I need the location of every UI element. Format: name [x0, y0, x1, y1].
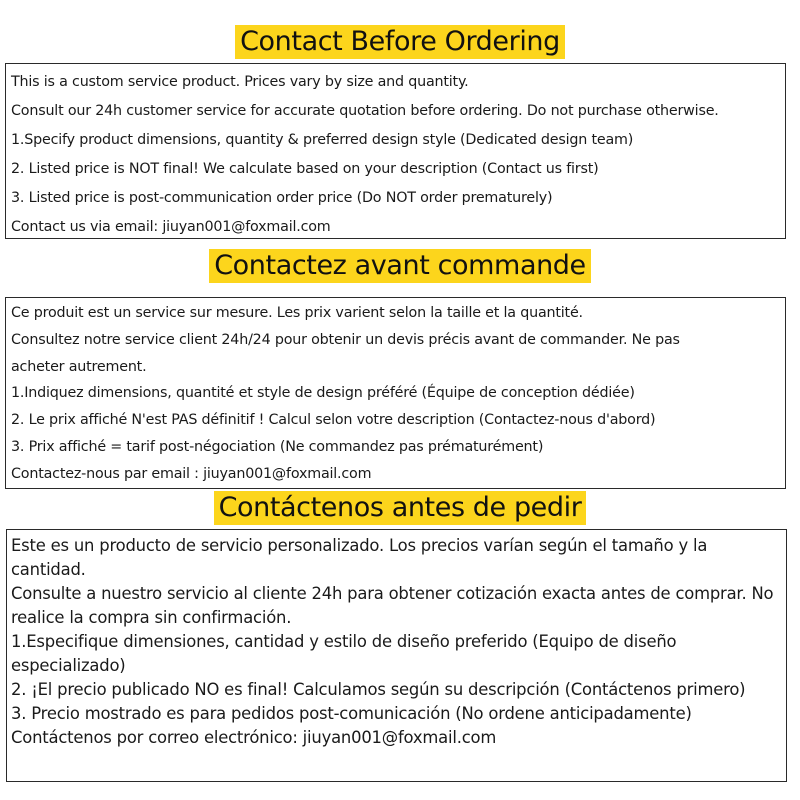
notice-line: 3. Listed price is post-communication order price (Do NOT order prematurely) [11, 190, 553, 206]
section-title-spanish-text: Contáctenos antes de pedir [214, 491, 587, 525]
notice-line: 2. Listed price is NOT final! We calculate based on your description (Contact us first) [11, 161, 599, 177]
section-title-spanish [0, 491, 800, 525]
section-title-english-text: Contact Before Ordering [235, 25, 565, 59]
contact-email-line: Contáctenos por correo electrónico: jiuyan001@foxmail.com [11, 728, 497, 747]
notice-box-english [5, 63, 786, 239]
section-title-english [0, 25, 800, 59]
notice-box-spanish [6, 529, 787, 782]
notice-line: Consultez notre service client 24h/24 pour obtenir un devis précis avant de commander. Ne pas [11, 331, 680, 348]
notice-line: 3. Prix affiché = tarif post-négociation (Ne commandez pas prématurément) [11, 438, 544, 455]
contact-email-line: Contactez-nous par email : jiuyan001@foxmail.com [11, 465, 372, 482]
notice-line: 2. ¡El precio publicado NO es final! Calculamos según su descripción (Contáctenos primero) [11, 680, 746, 699]
notice-line: 1.Specify product dimensions, quantity & preferred design style (Dedicated design team) [11, 132, 634, 148]
notice-line: Consulte a nuestro servicio al cliente 24h para obtener cotización exacta antes de comprar. No realice la compra sin confirmación. [11, 584, 774, 627]
notice-line: Ce produit est un service sur mesure. Les prix varient selon la taille et la quantité. [11, 305, 583, 321]
section-title-french [0, 249, 800, 283]
notice-line: Este es un producto de servicio personalizado. Los precios varían según el tamaño y la cantidad. [11, 536, 708, 579]
notice-line: This is a custom service product. Prices vary by size and quantity. [11, 74, 469, 90]
section-title-french-text: Contactez avant commande [209, 249, 591, 283]
notice-line: acheter autrement. [11, 358, 147, 375]
notice-line: 1.Especifique dimensiones, cantidad y estilo de diseño preferido (Equipo de diseño especializado) [11, 632, 677, 675]
contact-email-line: Contact us via email: jiuyan001@foxmail.com [11, 219, 331, 235]
notice-line: 3. Precio mostrado es para pedidos post-comunicación (No ordene anticipadamente) [11, 704, 692, 723]
notice-line: 1.Indiquez dimensions, quantité et style de design préféré (Équipe de conception dédiée) [11, 385, 635, 402]
notice-line: 2. Le prix affiché N'est PAS définitif ! Calcul selon votre description (Contactez-nous d'abord) [11, 412, 656, 429]
notice-line: Consult our 24h customer service for accurate quotation before ordering. Do not purchase otherwise. [11, 103, 719, 119]
notice-box-french [5, 297, 786, 489]
